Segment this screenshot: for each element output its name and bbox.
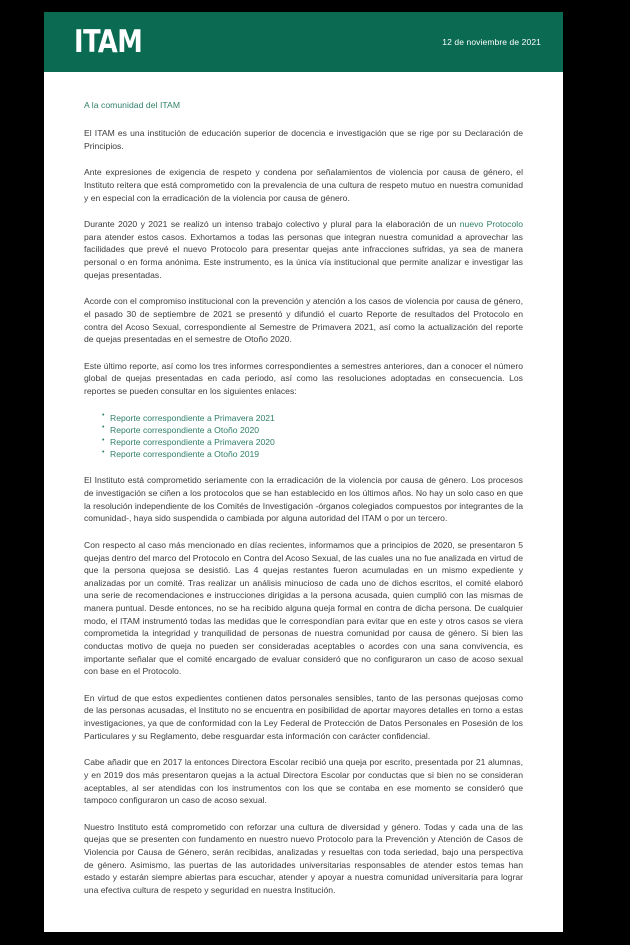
document-page bbox=[44, 12, 563, 932]
report-links-list bbox=[84, 412, 523, 461]
paragraph-2: Ante expresiones de exigencia de respeto y condena por señalamientos de violencia por causa de género, el Instituto reitera que está comprometido con la prevalencia de una cultura de respeto mutuo en nuestra comunidad y en especial con la erradicación de la violencia por causa de género. bbox=[84, 167, 523, 203]
paragraph-1: El ITAM es una institución de educación superior de docencia e investigación que se rige por su Declaración de Principios. bbox=[84, 128, 523, 151]
document-body bbox=[44, 72, 563, 917]
salutation: A la comunidad del ITAM bbox=[84, 100, 181, 110]
itam-logo: ITAM bbox=[74, 23, 143, 60]
report-link-label[interactable]: Reporte correspondiente a Otoño 2019 bbox=[110, 449, 260, 460]
paragraph-8: En virtud de que estos expedientes contienen datos personales sensibles, tanto de las personas quejosas como de las personas acusadas, el Instituto no se encuentra en posibilidad de aportar mayores detalles en torno a estas investigaciones, ya que de conformidad con la Ley Federal de Protección de Datos Personales en Posesión de los Particulares y su Reglamento, debe resguardar esta información con carácter confidencial. bbox=[84, 692, 523, 741]
paragraph-5: Este último reporte, así como los tres informes correspondientes a semestres anteriores, dan a conocer el número global de quejas presentadas en cada periodo, así como las resoluciones adoptadas en consecuencia. Los reportes se pueden consultar en los siguientes enlaces: bbox=[84, 360, 523, 396]
paragraph-9: Cabe añadir que en 2017 la entonces Directora Escolar recibió una queja por escrito, presentada por 21 alumnas, y en 2019 dos más presentaron quejas a la actual Directora Escolar por conductas que si bien no se consideran aceptables, al ser atendidas con los instrumentos con los que se contaba en ese momento se consideró que tampoco configuraron un caso de acoso sexual. bbox=[84, 757, 523, 806]
report-link-label[interactable]: Reporte correspondiente a Primavera 2021 bbox=[110, 412, 275, 423]
paragraph-7: Con respecto al caso más mencionado en días recientes, informamos que a principios de 2020, se presentaron 5 quejas dentro del marco del Protocolo en Contra del Acoso Sexual, de las cuales una no fue analizada en virtud de que la persona quejosa se desistió. Las 4 quejas restantes fueron acumuladas en un mismo expediente y analizadas por un comité. Tras realizar un análisis minucioso de cada uno de dichos escritos, el comité elaboró una serie de recomendaciones e instrucciones dirigidas a la persona acusada, quien cumplió con las mismas de manera puntual. Desde entonces, no se ha recibido alguna queja formal en contra de dicha persona. De cualquier modo, el ITAM instrumentó todas las medidas que le correspondían para evitar que en este y otros casos se viera comprometida la integridad y tranquilidad de personas de nuestra comunidad por causa de género. Si bien las conductas motivo de queja no pueden ser consideradas aceptables o acordes con una sana convivencia, es importante señalar que el comité encargado de evaluar consideró que no configuraron un caso de acoso sexual con base en el Protocolo. bbox=[84, 539, 523, 677]
paragraph-4: Acorde con el compromiso institucional con la prevención y atención a los casos de violencia por causa de género, el pasado 30 de septiembre de 2021 se presentó y difundió el cuarto Reporte de resultados del Protocolo en contra del Acoso Sexual, correspondiente al Semestre de Primavera 2021, así como la actualización del reporte de quejas presentadas en el semestre de Otoño 2020. bbox=[84, 296, 523, 345]
document-date: 12 de noviembre de 2021 bbox=[442, 37, 541, 47]
list-item[interactable] bbox=[102, 412, 523, 424]
list-item[interactable] bbox=[102, 424, 523, 436]
paragraph-6: El Instituto está comprometido seriamente con la erradicación de la violencia por causa de género. Los procesos de investigación se ciñen a los protocolos que se han establecido en los últimos años. No hay un solo caso en que la resolución independiente de los Comités de Investigación -órganos colegiados compuestos por integrantes de la comunidad-, haya sido suspendida o cambiada por alguna autoridad del ITAM o por un tercero. bbox=[84, 475, 523, 524]
report-link-label[interactable]: Reporte correspondiente a Otoño 2020 bbox=[110, 424, 260, 435]
nuevo-protocolo-link[interactable]: nuevo Protocolo bbox=[459, 219, 523, 230]
document-header-banner bbox=[44, 12, 563, 72]
paragraph-10: Nuestro Instituto está comprometido con reforzar una cultura de diversidad y género. Todas y cada una de las quejas que se presenten con fundamento en nuestro nuevo Protocolo para la Prevención y Atención de Casos de Violencia por Causa de Género, serán recibidas, analizadas y resueltas con toda seriedad, bajo una perspectiva de género. Asimismo, las puertas de las autoridades universitarias responsables de atender estos temas han estado y estarán siempre abiertas para escuchar, atender y apoyar a nuestra comunidad universitaria para lograr una efectiva cultura de respeto y seguridad en nuestra Institución. bbox=[84, 821, 523, 895]
paragraph-3-text-after: para atender estos casos. Exhortamos a todas las personas que integran nuestra comunidad a aprovechar las facilidades que prevé el nuevo Protocolo para presentar quejas ante infracciones sufridas, ya sea de manera personal o en forma anónima. Este instrumento, es la única vía institucional que permite analizar e investigar las quejas presentadas. bbox=[84, 231, 523, 280]
paragraph-3-text-before: Durante 2020 y 2021 se realizó un intenso trabajo colectivo y plural para la elaboración de un bbox=[84, 219, 460, 230]
paragraph-3 bbox=[84, 218, 523, 281]
list-item[interactable] bbox=[102, 448, 523, 460]
list-item[interactable] bbox=[102, 436, 523, 448]
report-link-label[interactable]: Reporte correspondiente a Primavera 2020 bbox=[110, 437, 275, 448]
